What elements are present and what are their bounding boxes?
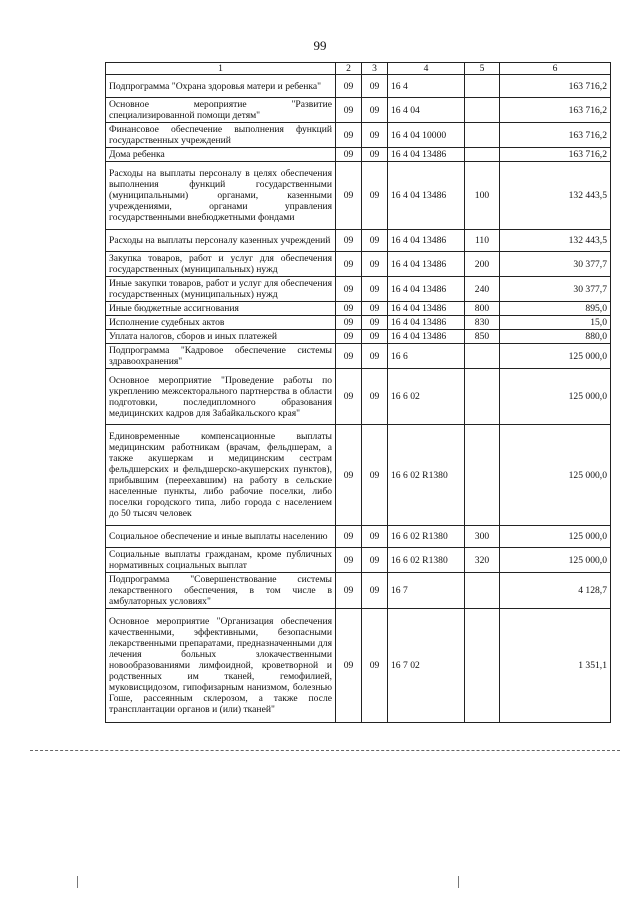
row-amount: 4 128,7 bbox=[500, 573, 611, 609]
row-subsection: 09 bbox=[362, 75, 388, 98]
row-section: 09 bbox=[336, 123, 362, 148]
row-subsection: 09 bbox=[362, 548, 388, 573]
row-target-code: 16 7 02 bbox=[388, 609, 465, 723]
row-subsection: 09 bbox=[362, 526, 388, 548]
row-name: Исполнение судебных актов bbox=[106, 316, 336, 330]
table-row bbox=[106, 609, 611, 723]
row-section: 09 bbox=[336, 369, 362, 425]
row-amount: 125 000,0 bbox=[500, 344, 611, 369]
row-name: Социальное обеспечение и иные выплаты населению bbox=[106, 526, 336, 548]
page-number: 99 bbox=[313, 38, 327, 53]
row-amount: 30 377,7 bbox=[500, 252, 611, 277]
row-target-code: 16 4 04 13486 bbox=[388, 302, 465, 316]
row-amount: 163 716,2 bbox=[500, 98, 611, 123]
row-target-code: 16 4 bbox=[388, 75, 465, 98]
row-name: Основное мероприятие "Развитие специализированной помощи детям" bbox=[106, 98, 336, 123]
row-target-code: 16 6 02 R1380 bbox=[388, 548, 465, 573]
scan-mark bbox=[77, 876, 78, 888]
row-section: 09 bbox=[336, 98, 362, 123]
row-target-code: 16 6 bbox=[388, 344, 465, 369]
row-name: Уплата налогов, сборов и иных платежей bbox=[106, 330, 336, 344]
column-header: 1 bbox=[106, 63, 336, 75]
table-row bbox=[106, 302, 611, 316]
row-name: Единовременные компенсационные выплаты медицинским работникам (врачам, фельдшерам, а также акушеркам и медицинским сестрам фельдшерских и фельдшерско-акушерских пунктов), прибывшим (переехавшим) на работу в сельские населенные пункты, либо рабочие поселки, либо поселки городского типа, либо города с населением до 50 тысяч человек bbox=[106, 425, 336, 526]
row-amount: 880,0 bbox=[500, 330, 611, 344]
row-expense-type: 100 bbox=[465, 162, 500, 230]
row-expense-type: 200 bbox=[465, 252, 500, 277]
row-expense-type: 320 bbox=[465, 548, 500, 573]
row-name: Расходы на выплаты персоналу казенных учреждений bbox=[106, 230, 336, 252]
row-target-code: 16 4 04 13486 bbox=[388, 252, 465, 277]
row-subsection: 09 bbox=[362, 369, 388, 425]
row-expense-type: 830 bbox=[465, 316, 500, 330]
row-name: Подпрограмма "Кадровое обеспечение системы здравоохранения" bbox=[106, 344, 336, 369]
row-target-code: 16 4 04 13486 bbox=[388, 230, 465, 252]
row-amount: 163 716,2 bbox=[500, 75, 611, 98]
row-expense-type: 110 bbox=[465, 230, 500, 252]
row-section: 09 bbox=[336, 302, 362, 316]
table-row bbox=[106, 316, 611, 330]
row-expense-type: 850 bbox=[465, 330, 500, 344]
column-header: 2 bbox=[336, 63, 362, 75]
table-row bbox=[106, 425, 611, 526]
row-name: Подпрограмма "Охрана здоровья матери и ребенка" bbox=[106, 75, 336, 98]
row-expense-type: 240 bbox=[465, 277, 500, 302]
row-section: 09 bbox=[336, 609, 362, 723]
row-section: 09 bbox=[336, 252, 362, 277]
row-subsection: 09 bbox=[362, 609, 388, 723]
table-row bbox=[106, 123, 611, 148]
row-expense-type bbox=[465, 609, 500, 723]
row-expense-type bbox=[465, 573, 500, 609]
table-row bbox=[106, 548, 611, 573]
row-subsection: 09 bbox=[362, 573, 388, 609]
row-section: 09 bbox=[336, 230, 362, 252]
table-row bbox=[106, 162, 611, 230]
row-target-code: 16 6 02 R1380 bbox=[388, 425, 465, 526]
row-subsection: 09 bbox=[362, 252, 388, 277]
row-target-code: 16 4 04 13486 bbox=[388, 330, 465, 344]
row-amount: 125 000,0 bbox=[500, 526, 611, 548]
table-row bbox=[106, 344, 611, 369]
table-row bbox=[106, 98, 611, 123]
row-amount: 15,0 bbox=[500, 316, 611, 330]
row-section: 09 bbox=[336, 277, 362, 302]
row-target-code: 16 4 04 10000 bbox=[388, 123, 465, 148]
row-name: Закупка товаров, работ и услуг для обеспечения государственных (муниципальных) нужд bbox=[106, 252, 336, 277]
row-section: 09 bbox=[336, 148, 362, 162]
row-amount: 163 716,2 bbox=[500, 148, 611, 162]
row-target-code: 16 4 04 13486 bbox=[388, 277, 465, 302]
row-subsection: 09 bbox=[362, 162, 388, 230]
row-subsection: 09 bbox=[362, 277, 388, 302]
row-amount: 125 000,0 bbox=[500, 548, 611, 573]
row-subsection: 09 bbox=[362, 344, 388, 369]
row-subsection: 09 bbox=[362, 302, 388, 316]
row-target-code: 16 4 04 13486 bbox=[388, 162, 465, 230]
row-target-code: 16 6 02 bbox=[388, 369, 465, 425]
row-section: 09 bbox=[336, 548, 362, 573]
table-row bbox=[106, 230, 611, 252]
row-subsection: 09 bbox=[362, 230, 388, 252]
row-section: 09 bbox=[336, 75, 362, 98]
bottom-dashed-rule bbox=[30, 750, 620, 751]
table-row bbox=[106, 573, 611, 609]
row-section: 09 bbox=[336, 526, 362, 548]
row-amount: 125 000,0 bbox=[500, 425, 611, 526]
table-header-row bbox=[106, 63, 611, 75]
row-name: Основное мероприятие "Организация обеспечения качественными, эффективными, безопасными лекарственными препаратами, предназначенными для лечения больных злокачественными новообразованиями лимфоидной, кроветворной и родственных им тканей, гемофилией, муковисцидозом, гипофизарным нанизмом, болезнью Гоше, рассеянным склерозом, а также после трансплантации органов и (или) тканей" bbox=[106, 609, 336, 723]
table-row bbox=[106, 330, 611, 344]
row-target-code: 16 7 bbox=[388, 573, 465, 609]
row-subsection: 09 bbox=[362, 316, 388, 330]
row-amount: 895,0 bbox=[500, 302, 611, 316]
scan-mark bbox=[458, 876, 459, 888]
row-expense-type bbox=[465, 369, 500, 425]
row-amount: 132 443,5 bbox=[500, 162, 611, 230]
row-section: 09 bbox=[336, 330, 362, 344]
table-row bbox=[106, 369, 611, 425]
row-section: 09 bbox=[336, 573, 362, 609]
row-section: 09 bbox=[336, 344, 362, 369]
row-subsection: 09 bbox=[362, 98, 388, 123]
column-header: 3 bbox=[362, 63, 388, 75]
column-header: 6 bbox=[500, 63, 611, 75]
row-section: 09 bbox=[336, 316, 362, 330]
row-expense-type: 800 bbox=[465, 302, 500, 316]
row-name: Иные закупки товаров, работ и услуг для обеспечения государственных (муниципальных) нужд bbox=[106, 277, 336, 302]
row-subsection: 09 bbox=[362, 425, 388, 526]
row-expense-type bbox=[465, 123, 500, 148]
table-row bbox=[106, 148, 611, 162]
row-amount: 30 377,7 bbox=[500, 277, 611, 302]
row-section: 09 bbox=[336, 425, 362, 526]
row-name: Основное мероприятие "Проведение работы по укреплению межсекторального партнерства в области подготовки, последипломного образования медицинских кадров для Забайкальского края" bbox=[106, 369, 336, 425]
row-subsection: 09 bbox=[362, 330, 388, 344]
row-amount: 1 351,1 bbox=[500, 609, 611, 723]
row-subsection: 09 bbox=[362, 123, 388, 148]
row-expense-type bbox=[465, 344, 500, 369]
row-expense-type: 300 bbox=[465, 526, 500, 548]
row-expense-type bbox=[465, 148, 500, 162]
row-name: Иные бюджетные ассигнования bbox=[106, 302, 336, 316]
row-target-code: 16 6 02 R1380 bbox=[388, 526, 465, 548]
row-target-code: 16 4 04 13486 bbox=[388, 316, 465, 330]
row-name: Подпрограмма "Совершенствование системы лекарственного обеспечения, в том числе в амбулаторных условиях" bbox=[106, 573, 336, 609]
row-name: Финансовое обеспечение выполнения функций государственных учреждений bbox=[106, 123, 336, 148]
row-expense-type bbox=[465, 425, 500, 526]
table-row bbox=[106, 252, 611, 277]
row-subsection: 09 bbox=[362, 148, 388, 162]
column-header: 4 bbox=[388, 63, 465, 75]
row-amount: 163 716,2 bbox=[500, 123, 611, 148]
table-row bbox=[106, 75, 611, 98]
table-row bbox=[106, 277, 611, 302]
row-name: Дома ребенка bbox=[106, 148, 336, 162]
row-expense-type bbox=[465, 75, 500, 98]
row-amount: 125 000,0 bbox=[500, 369, 611, 425]
row-amount: 132 443,5 bbox=[500, 230, 611, 252]
row-name: Социальные выплаты гражданам, кроме публичных нормативных социальных выплат bbox=[106, 548, 336, 573]
row-target-code: 16 4 04 13486 bbox=[388, 148, 465, 162]
table-row bbox=[106, 526, 611, 548]
budget-table bbox=[105, 62, 611, 723]
column-header: 5 bbox=[465, 63, 500, 75]
row-name: Расходы на выплаты персоналу в целях обеспечения выполнения функций государственными (муниципальными) органами, казенными учреждениями, органами управления государственными внебюджетными фондами bbox=[106, 162, 336, 230]
row-section: 09 bbox=[336, 162, 362, 230]
row-target-code: 16 4 04 bbox=[388, 98, 465, 123]
row-expense-type bbox=[465, 98, 500, 123]
